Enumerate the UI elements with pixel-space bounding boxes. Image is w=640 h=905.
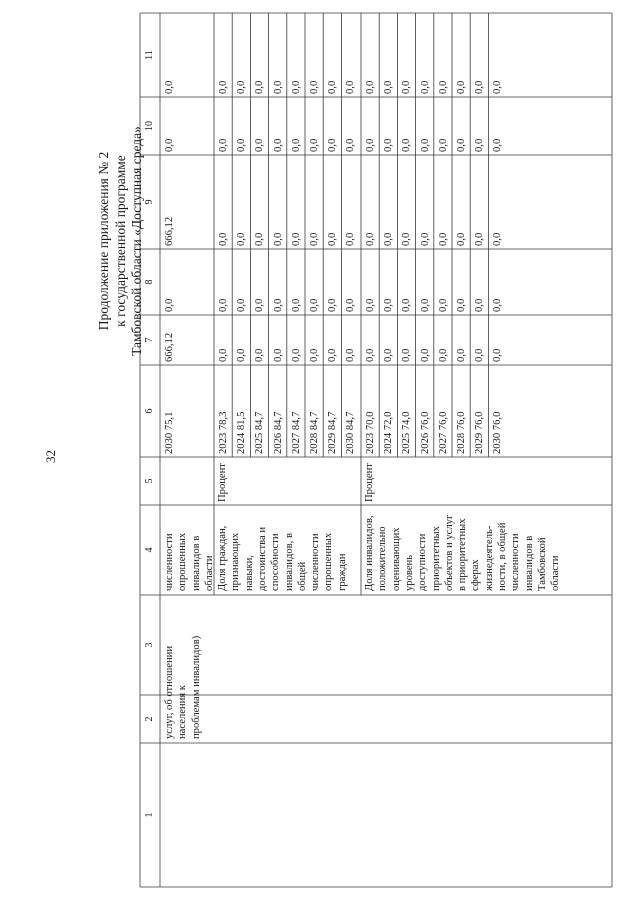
year-value: 2030 75,1 <box>164 411 175 454</box>
amount-total: 0,0 <box>290 348 302 362</box>
amount-local: 0,0 <box>474 138 486 152</box>
column-number: 4 <box>144 547 155 553</box>
indicator-line: оценивающих <box>390 527 402 591</box>
indicator-line: инвалидов в <box>523 535 535 591</box>
indicator-line: инвалидов в <box>190 535 202 591</box>
amount-total: 0,0 <box>437 348 449 362</box>
year-value: 2027 84,7 <box>290 411 302 454</box>
indicator-line: в приоритетных <box>457 518 469 591</box>
year-value: 2025 84,7 <box>254 411 266 454</box>
indicator-line: инвалидов, в <box>283 533 295 591</box>
amount-federal: 0,0 <box>254 298 266 312</box>
indicator-line: признающих <box>230 532 242 591</box>
amount-local: 0,0 <box>254 138 266 152</box>
amount-regional: 0,0 <box>492 232 504 246</box>
amount-federal: 0,0 <box>401 298 413 312</box>
amount-total: 0,0 <box>236 348 248 362</box>
indicator-line: опрошенных <box>323 532 335 591</box>
amount-federal: 0,0 <box>365 298 376 312</box>
header-line-3: Тамбовской области «Доступная среда» <box>129 126 144 356</box>
year-value: 2024 72,0 <box>383 411 395 454</box>
amount-local: 0,0 <box>290 138 302 152</box>
column-number: 6 <box>144 408 155 414</box>
amount-regional: 0,0 <box>236 232 248 246</box>
amount-other: 0,0 <box>309 80 320 94</box>
column-number: 7 <box>144 337 155 343</box>
indicator-line: объектов и услуг <box>443 514 455 591</box>
amount-regional: 0,0 <box>474 232 486 246</box>
year-value: 2029 76,0 <box>474 411 486 454</box>
amount-other: 0,0 <box>492 80 504 94</box>
indicator-line: области <box>203 555 215 591</box>
amount-federal: 0,0 <box>383 298 395 312</box>
amount-regional: 0,0 <box>437 232 449 246</box>
amount-federal: 0,0 <box>456 298 467 312</box>
description-line: населения к <box>177 685 189 739</box>
amount-local: 0,0 <box>492 138 504 152</box>
amount-local: 0,0 <box>218 138 229 152</box>
indicator-line: достоинства и <box>256 527 268 591</box>
year-value: 2028 84,7 <box>309 411 320 454</box>
amount-total: 0,0 <box>365 348 376 362</box>
year-value: 2030 76,0 <box>492 411 504 454</box>
amount-federal: 0,0 <box>218 298 229 312</box>
amount-other: 0,0 <box>345 80 357 94</box>
amount-federal: 0,0 <box>345 298 357 312</box>
column-number: 5 <box>144 478 155 484</box>
indicator-line: численности <box>310 533 322 591</box>
amount-regional: 0,0 <box>365 232 376 246</box>
indicator-line: Доля инвалидов, <box>364 515 375 591</box>
amount-total: 0,0 <box>419 348 431 362</box>
amount-total: 0,0 <box>218 348 229 362</box>
amount-federal: 0,0 <box>419 298 431 312</box>
indicator-line: способности <box>270 533 282 591</box>
amount-other: 0,0 <box>272 80 284 94</box>
amount-federal: 0,0 <box>437 298 449 312</box>
amount-other: 0,0 <box>474 80 486 94</box>
amount-other: 0,0 <box>218 80 229 94</box>
amount-total: 0,0 <box>456 348 467 362</box>
header-line-1: Продолжение приложения № 2 <box>96 151 111 331</box>
year-value: 2025 74,0 <box>401 411 413 454</box>
unit-label: Процент <box>364 463 375 502</box>
indicator-line: области <box>550 555 562 591</box>
amount-local: 0,0 <box>437 138 449 152</box>
amount-federal: 0,0 <box>309 298 320 312</box>
amount-federal: 0,0 <box>492 298 504 312</box>
amount-other: 0,0 <box>236 80 248 94</box>
amount-total: 0,0 <box>383 348 395 362</box>
column-number: 2 <box>144 716 155 722</box>
year-value: 2029 84,7 <box>327 411 339 454</box>
year-value: 2026 76,0 <box>419 411 431 454</box>
amount-regional: 0,0 <box>419 232 431 246</box>
page-number: 32 <box>43 450 58 463</box>
amount-federal: 0,0 <box>327 298 339 312</box>
amount-regional: 0,0 <box>290 232 302 246</box>
amount-federal: 0,0 <box>474 298 486 312</box>
amount-total: 0,0 <box>474 348 486 362</box>
year-value: 2027 76,0 <box>437 411 449 454</box>
year-value: 2026 84,7 <box>272 411 284 454</box>
column-number: 9 <box>144 199 155 205</box>
year-value: 2030 84,7 <box>345 411 357 454</box>
amount-other: 0,0 <box>401 80 413 94</box>
indicator-line: навыки, <box>243 555 255 591</box>
amount-regional: 0,0 <box>218 232 229 246</box>
amount-regional: 0,0 <box>254 232 266 246</box>
amount-other: 0,0 <box>365 80 376 94</box>
amount-regional: 0,0 <box>272 232 284 246</box>
amount-total: 0,0 <box>401 348 413 362</box>
indicator-line: Тамбовской <box>536 537 548 591</box>
amount-local: 0,0 <box>236 138 248 152</box>
year-value: 2023 70,0 <box>365 411 376 454</box>
amount-local: 0,0 <box>272 138 284 152</box>
column-number: 10 <box>144 121 155 131</box>
amount-regional: 0,0 <box>401 232 413 246</box>
amount-regional: 666,12 <box>164 216 175 246</box>
header-line-2: к государственной программе <box>112 155 128 327</box>
amount-regional: 0,0 <box>309 232 320 246</box>
column-number: 8 <box>144 279 155 285</box>
indicator-line: доступности <box>417 533 429 591</box>
amount-regional: 0,0 <box>383 232 395 246</box>
amount-total: 0,0 <box>254 348 266 362</box>
amount-local: 0,0 <box>345 138 357 152</box>
amount-total: 666,12 <box>164 332 175 362</box>
indicator-line: сферах <box>470 559 482 591</box>
indicator-line: уровень <box>403 554 415 591</box>
amount-other: 0,0 <box>290 80 302 94</box>
indicator-line: опрошенных <box>177 532 189 591</box>
column-number: 1 <box>144 812 155 818</box>
amount-local: 0,0 <box>327 138 339 152</box>
amount-federal: 0,0 <box>236 298 248 312</box>
year-value: 2024 81,5 <box>236 411 248 454</box>
column-number: 11 <box>144 50 155 60</box>
amount-total: 0,0 <box>345 348 357 362</box>
amount-local: 0,0 <box>365 138 376 152</box>
indicator-line: численности <box>164 533 175 591</box>
amount-other: 0,0 <box>419 80 431 94</box>
amount-other: 0,0 <box>383 80 395 94</box>
indicator-line: численности <box>510 533 522 591</box>
indicator-line: положительно <box>377 526 389 591</box>
indicator-line: ности, в общей <box>497 522 508 591</box>
amount-total: 0,0 <box>272 348 284 362</box>
unit-label: Процент <box>217 463 228 502</box>
amount-local: 0,0 <box>456 138 467 152</box>
amount-local: 0,0 <box>401 138 413 152</box>
amount-other: 0,0 <box>164 80 175 94</box>
column-number: 3 <box>144 642 155 648</box>
indicator-line: общей <box>296 561 308 591</box>
indicator-line: жизнедеятель- <box>483 525 495 591</box>
amount-other: 0,0 <box>437 80 449 94</box>
amount-total: 0,0 <box>492 348 504 362</box>
description-line: проблемам инвалидов) <box>190 635 202 739</box>
amount-other: 0,0 <box>456 80 467 94</box>
amount-total: 0,0 <box>327 348 339 362</box>
amount-local: 0,0 <box>164 138 175 152</box>
amount-local: 0,0 <box>383 138 395 152</box>
amount-other: 0,0 <box>327 80 339 94</box>
year-value: 2023 78,3 <box>218 411 229 454</box>
amount-regional: 0,0 <box>456 232 467 246</box>
year-value: 2028 76,0 <box>456 411 467 454</box>
amount-local: 0,0 <box>309 138 320 152</box>
amount-federal: 0,0 <box>290 298 302 312</box>
amount-regional: 0,0 <box>327 232 339 246</box>
amount-local: 0,0 <box>419 138 431 152</box>
amount-regional: 0,0 <box>345 232 357 246</box>
indicator-line: граждан <box>336 553 348 591</box>
amount-federal: 0,0 <box>272 298 284 312</box>
description-line: услуг, об отношении <box>164 646 175 739</box>
indicator-line: Доля граждан, <box>217 525 228 591</box>
indicator-line: приоритетных <box>430 526 442 591</box>
amount-federal: 0,0 <box>164 298 175 312</box>
amount-total: 0,0 <box>309 348 320 362</box>
amount-other: 0,0 <box>254 80 266 94</box>
